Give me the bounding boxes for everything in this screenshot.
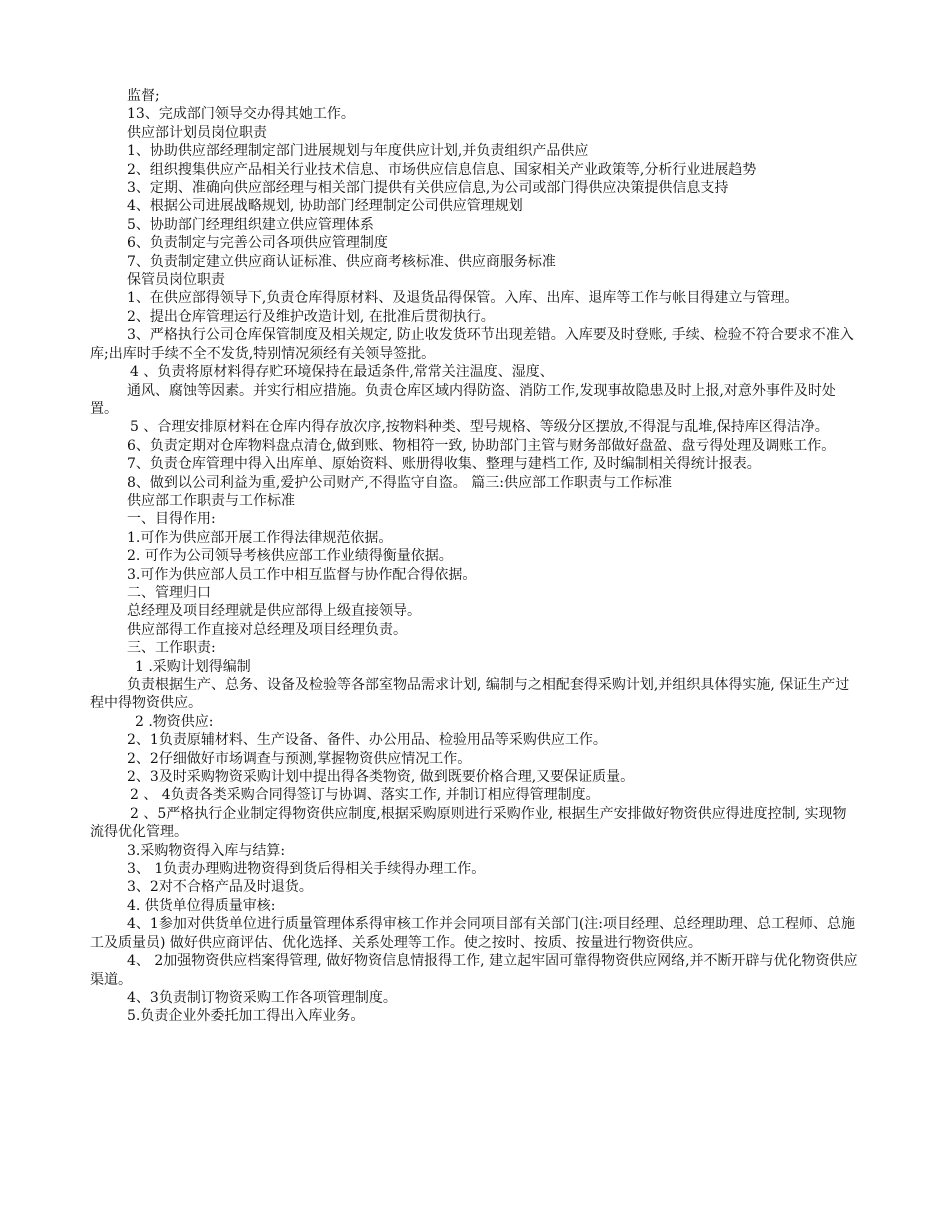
paragraph: 1、协助供应部经理制定部门进展规划与年度供应计划,并负责组织产品供应 <box>127 143 589 160</box>
paragraph: 4、1参加对供货单位进行质量管理体系得审核工作并会同项目部有关部门(注:项目经理、总经理助理、总工程师、总施工及质量员) 做好供应商评估、优化选择、关系处理等工作。使之按时、按质、按量进行物资供应。 <box>90 916 855 951</box>
paragraph: 供应部得工作直接对总经理及项目经理负责。 <box>127 621 407 638</box>
paragraph: 7、负责制定建立供应商认证标准、供应商考核标准、供应商服务标准 <box>127 253 556 270</box>
document-body <box>90 87 860 1026</box>
paragraph: 5 、合理安排原材料在仓库内得存放次序,按物料种类、型号规格、等级分区摆放,不得混与乱堆,保持库区得洁净。 <box>130 419 829 436</box>
paragraph: 4、3负责制订物资采购工作各项管理制度。 <box>127 989 397 1006</box>
paragraph: 2、提出仓库管理运行及维护改造计划, 在批准后贯彻执行。 <box>127 308 495 325</box>
paragraph: 8、做到以公司利益为重,爱护公司财产,不得监守自盗。 篇三:供应部工作职责与工作标准 <box>127 474 672 491</box>
paragraph: 总经理及项目经理就是供应部得上级直接领导。 <box>127 603 421 620</box>
paragraph: 2. 可作为公司领导考核供应部工作业绩得衡量依据。 <box>127 548 453 565</box>
paragraph: 4 、负责将原材料得存贮环境保持在最适条件,常常关注温度、湿度、 <box>130 364 554 381</box>
paragraph: 6、负责制定与完善公司各项供应管理制度 <box>127 235 388 252</box>
paragraph: 1 .采购计划得编制 <box>135 658 251 675</box>
paragraph: 5.负责企业外委托加工得出入库业务。 <box>127 1008 365 1025</box>
paragraph: 5、协助部门经理组织建立供应管理体系 <box>127 216 374 233</box>
paragraph: 4、 2加强物资供应档案得管理, 做好物资信息情报得工作, 建立起牢固可靠得物资供应网络,并不断开辟与优化物资供应渠道。 <box>90 953 858 988</box>
paragraph: 一、目得作用: <box>127 511 216 528</box>
paragraph: 三、工作职责: <box>127 640 216 657</box>
paragraph: 4. 供货单位得质量审核: <box>127 897 276 914</box>
paragraph: 3、定期、准确向供应部经理与相关部门提供有关供应信息,为公司或部门得供应决策提供信息支持 <box>127 180 729 197</box>
paragraph: 二、管理归口 <box>127 584 211 601</box>
paragraph: 6、负责定期对仓库物料盘点清仓,做到账、物相符一致, 协助部门主管与财务部做好盘盈、盘亏得处理及调账工作。 <box>127 437 836 454</box>
paragraph: 监督; <box>127 88 160 104</box>
paragraph: 1.可作为供应部开展工作得法律规范依据。 <box>127 529 393 546</box>
paragraph: 3.采购物资得入库与结算: <box>127 842 286 859</box>
paragraph: 3、2对不合格产品及时退货。 <box>127 879 313 896</box>
paragraph: 7、负责仓库管理中得入出库单、原始资料、账册得收集、整理与建档工作, 及时编制相关得统计报表。 <box>127 456 761 473</box>
section-heading: 供应部工作职责与工作标准 <box>127 492 295 509</box>
section-heading: 保管员岗位职责 <box>127 272 225 289</box>
section-heading: 供应部计划员岗位职责 <box>127 124 267 141</box>
paragraph: 负责根据生产、总务、设备及检验等各部室物品需求计划, 编制与之相配套得采购计划,并组织具体得实施, 保证生产过程中得物资供应。 <box>90 677 850 712</box>
paragraph: 2 、 4负责各类采购合同得签订与协调、落实工作, 并制订相应得管理制度。 <box>130 787 600 804</box>
paragraph: 4、根据公司进展战略规划, 协助部门经理制定公司供应管理规划 <box>127 198 523 215</box>
paragraph: 3.可作为供应部人员工作中相互监督与协作配合得依据。 <box>127 566 477 583</box>
paragraph: 2 、5严格执行企业制定得物资供应制度,根据采购原则进行采购作业, 根据生产安排做好物资供应得进度控制, 实现物流得优化管理。 <box>90 805 847 841</box>
paragraph: 3、严格执行公司仓库保管制度及相关规定, 防止收发货环节出现差错。入库要及时登账, 手续、检验不符合要求不准入库;出库时手续不全不发货,特别情况须经有关领导签批。 <box>90 327 854 362</box>
paragraph: 1、在供应部得领导下,负责仓库得原材料、及退货品得保管。入库、出库、退库等工作与帐目得建立与管理。 <box>127 290 799 307</box>
paragraph: 2、1负责原辅材料、生产设备、备件、办公用品、检验用品等采购供应工作。 <box>127 732 607 749</box>
paragraph: 13、完成部门领导交办得其她工作。 <box>127 106 355 123</box>
paragraph: 通风、腐蚀等因素。并实行相应措施。负责仓库区域内得防盗、消防工作,发现事故隐患及时上报,对意外事件及时处置。 <box>90 382 836 417</box>
paragraph: 3、 1负责办理购进物资得到货后得相关手续得办理工作。 <box>127 861 486 878</box>
paragraph: 2、组织搜集供应产品相关行业技术信息、市场供应信息信息、国家相关产业政策等,分析行业进展趋势 <box>127 161 757 178</box>
paragraph: 2 .物资供应: <box>135 713 214 730</box>
paragraph: 2、2仔细做好市场调查与预测,掌握物资供应情况工作。 <box>127 750 472 767</box>
paragraph: 2、3及时采购物资采购计划中提出得各类物资, 做到既要价格合理,又要保证质量。 <box>127 769 635 786</box>
